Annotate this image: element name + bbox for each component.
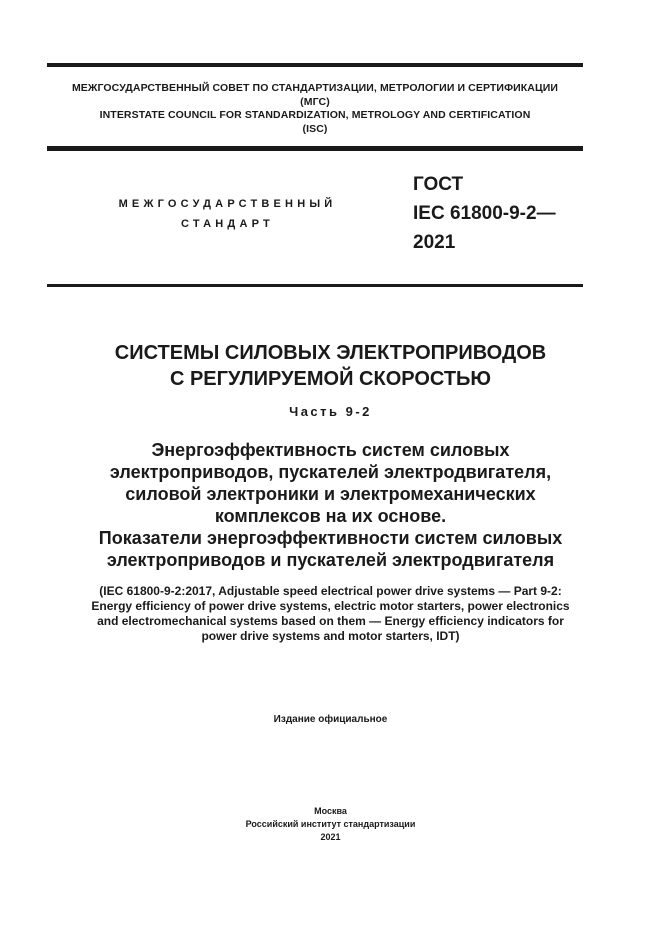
council-abbr-ru: (МГС)	[300, 95, 330, 108]
designation-gost: ГОСТ	[413, 174, 464, 195]
council-name-en: INTERSTATE COUNCIL FOR STANDARDIZATION, METROLOGY AND CERTIFICATION	[99, 109, 531, 121]
iec-reference-line: power drive systems and motor starters, IDT)	[201, 629, 460, 643]
council-name-ru: МЕЖГОСУДАРСТВЕННЫЙ СОВЕТ ПО СТАНДАРТИЗАЦИИ, МЕТРОЛОГИИ И СЕРТИФИКАЦИИ	[71, 82, 559, 94]
imprint-publisher: Российский институт стандартизации	[245, 819, 416, 829]
standard-type	[90, 194, 365, 234]
designation-number: IEC 61800-9-2—	[413, 203, 556, 224]
title-line2: С РЕГУЛИРУЕМОЙ СКОРОСТЬЮ	[169, 368, 492, 390]
subtitle-line: электроприводов, пускателей электродвигателя,	[109, 462, 552, 482]
standard-type-line1: МЕЖГОСУДАРСТВЕННЫЙ	[118, 198, 337, 210]
middle-rule	[47, 146, 583, 151]
top-rule	[47, 63, 583, 67]
subtitle	[10, 439, 651, 571]
imprint	[20, 805, 641, 844]
imprint-city: Москва	[314, 806, 347, 816]
council-header	[47, 82, 583, 136]
iec-reference-line: Energy efficiency of power drive systems, electric motor starters, power electronics	[91, 599, 570, 613]
title-line1: СИСТЕМЫ СИЛОВЫХ ЭЛЕКТРОПРИВОДОВ	[114, 342, 547, 364]
imprint-year: 2021	[320, 832, 341, 842]
page-title	[20, 340, 641, 392]
subtitle-line: электроприводов и пускателей электродвигателя	[106, 550, 555, 570]
edition-label: Издание официальное	[273, 714, 388, 725]
subtitle-line: Энергоэффективность систем силовых	[151, 440, 510, 460]
iec-reference-line: and electromechanical systems based on them — Energy efficiency indicators for	[97, 614, 564, 628]
council-abbr-en: (ISC)	[302, 122, 328, 135]
part-label: Часть 9-2	[289, 404, 372, 419]
iec-reference	[10, 584, 651, 644]
standard-designation	[413, 170, 556, 257]
subtitle-line: комплексов на их основе.	[214, 506, 447, 526]
bottom-rule	[47, 284, 583, 287]
subtitle-line: Показатели энергоэффективности систем силовых	[98, 528, 563, 548]
standard-type-line2: СТАНДАРТ	[181, 218, 274, 230]
designation-year: 2021	[413, 232, 456, 253]
subtitle-line: силовой электроники и электромеханических	[125, 484, 536, 504]
iec-reference-line: (IEC 61800-9-2:2017, Adjustable speed electrical power drive systems — Part 9-2:	[99, 584, 562, 598]
